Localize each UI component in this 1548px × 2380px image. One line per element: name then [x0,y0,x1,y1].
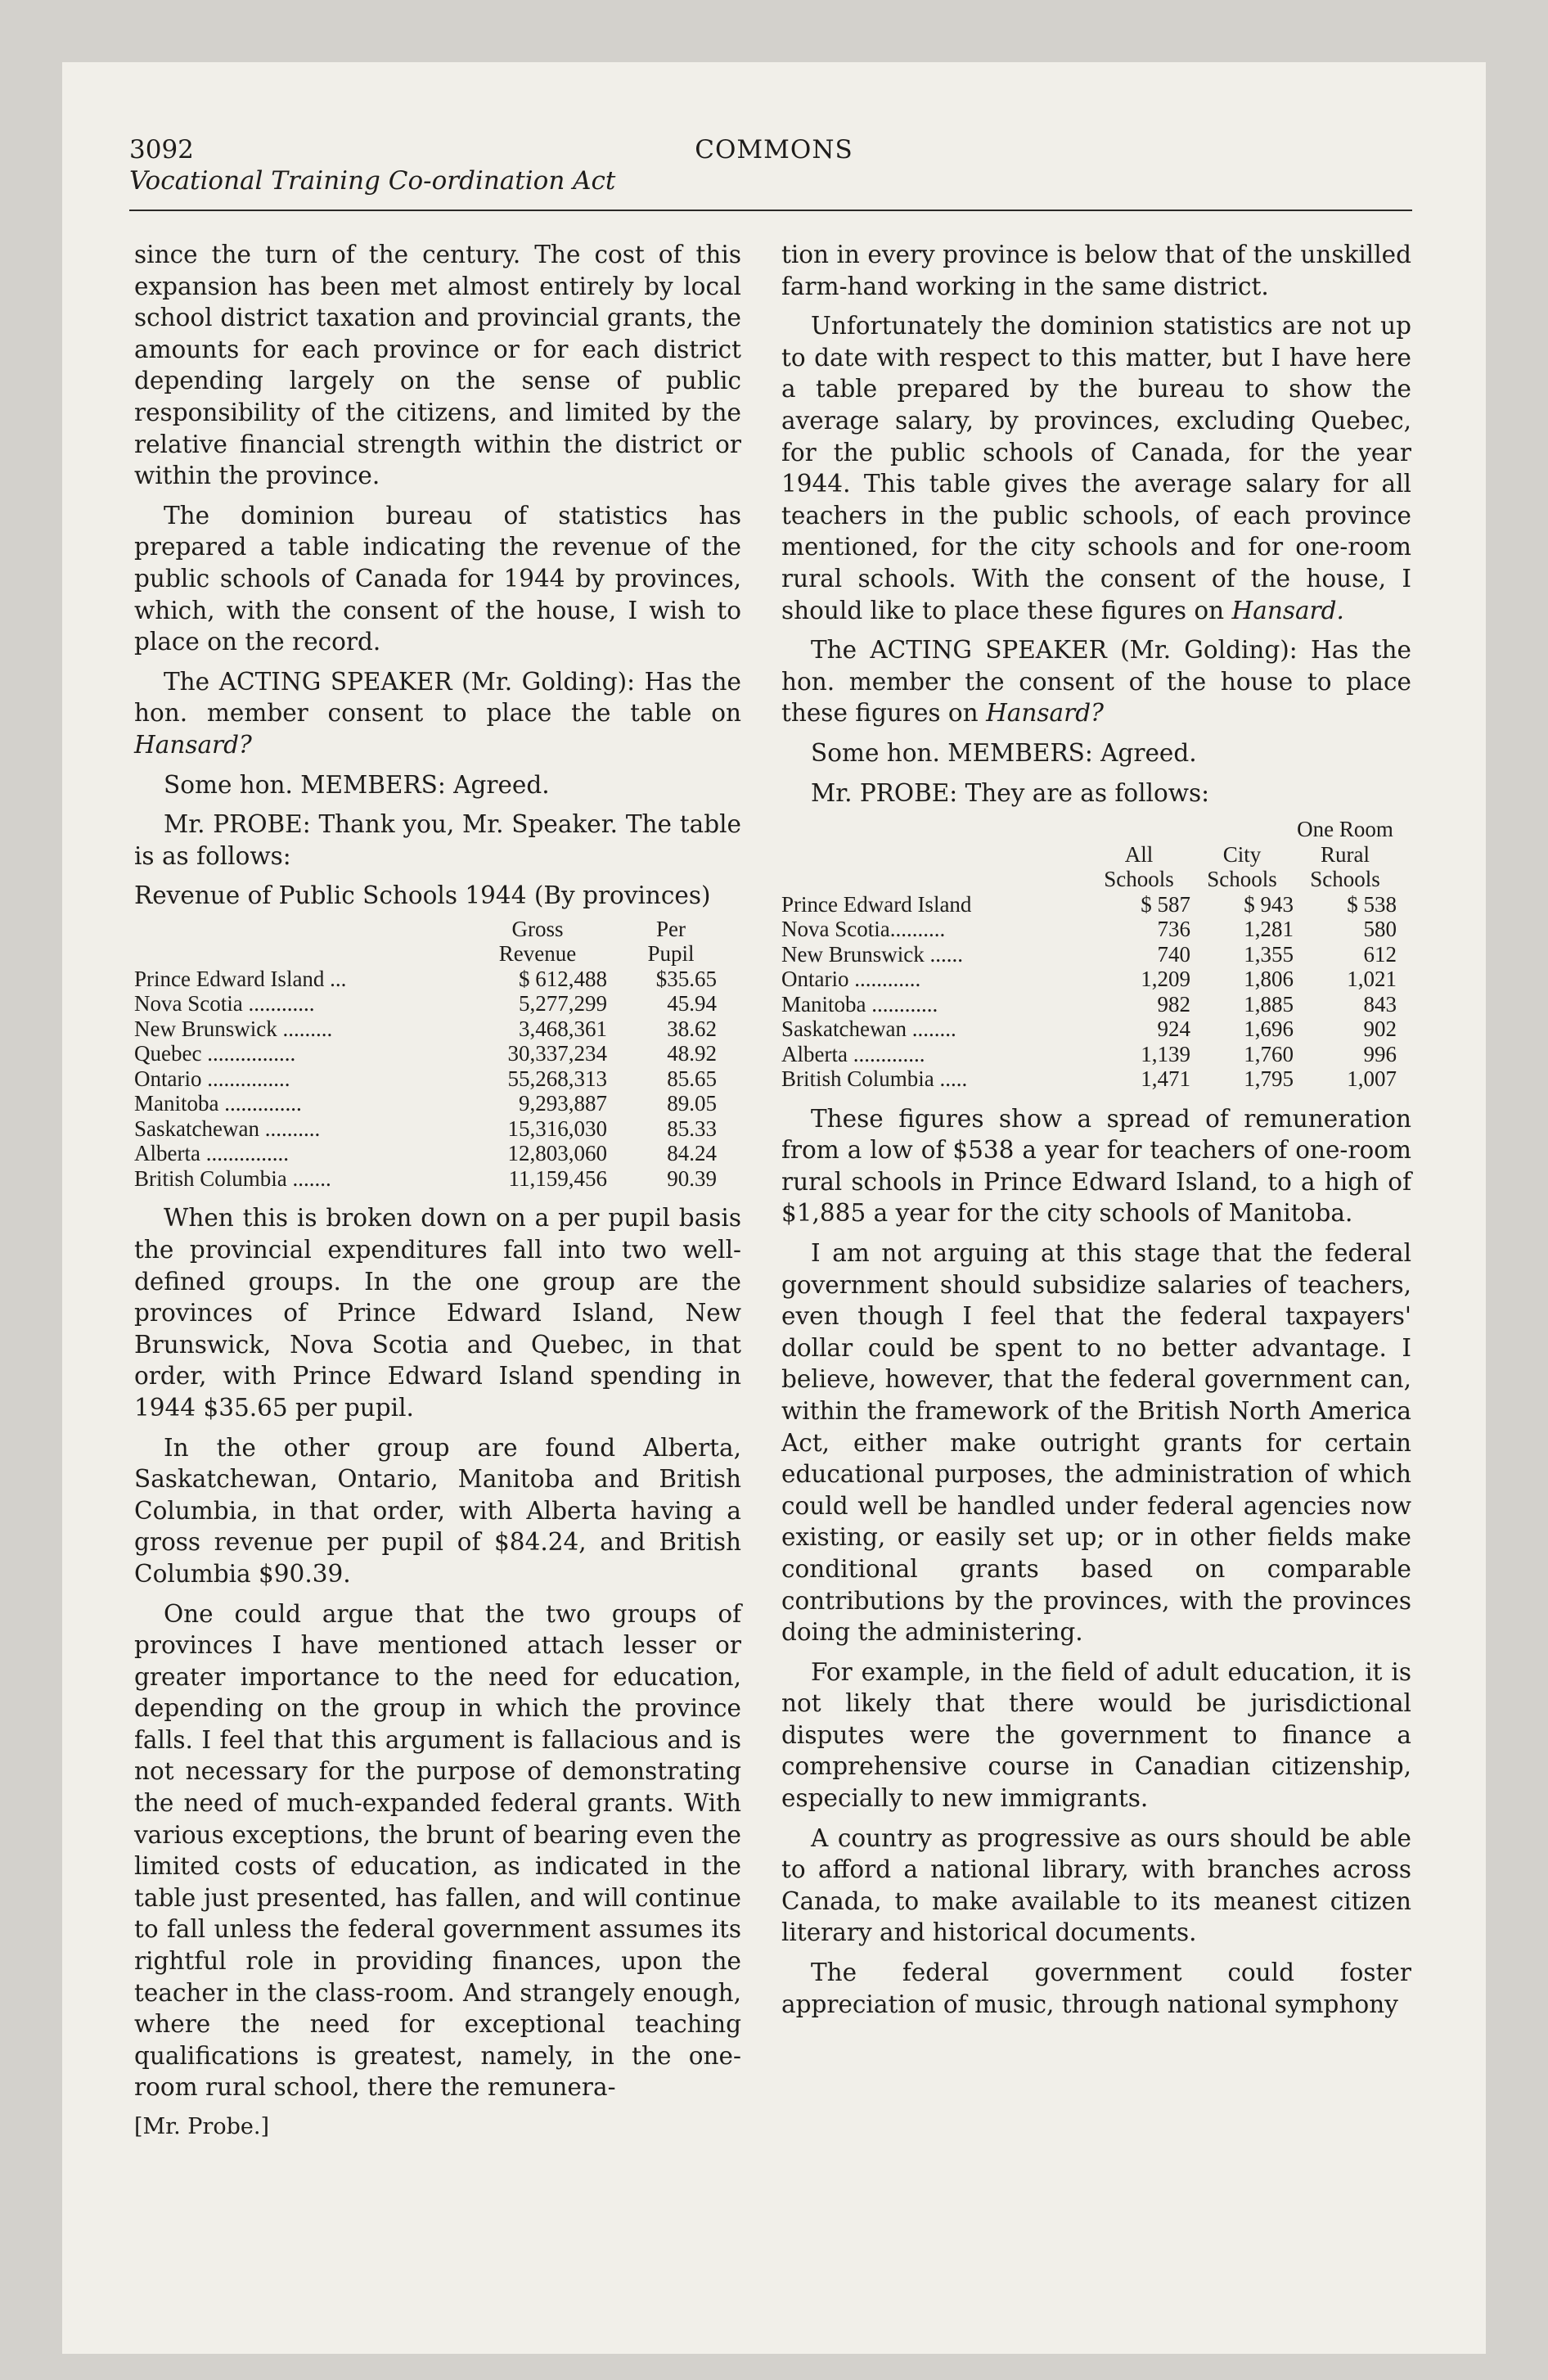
province-cell: Nova Scotia.......... [781,917,946,942]
speaker-signature: [Mr. Probe.] [134,2114,269,2139]
city-schools-cell: $ 943 [1244,891,1294,917]
province-cell: New Brunswick ......... [134,1016,333,1041]
rural-schools-cell: 902 [1363,1016,1397,1042]
paragraph: Some hon. MEMBERS: Agreed. [164,770,550,799]
all-schools-cell: 1,471 [1141,1066,1190,1092]
gross-revenue-cell: 15,316,030 [507,1116,607,1141]
paragraph-text: Thank you, Mr. Speaker. The table is as follows: [134,810,741,870]
all-schools-cell: 1,209 [1141,967,1190,992]
running-head-title: COMMONS [695,135,853,165]
paragraph-text: Has the hon. member the consent of the house to place these figures on [781,636,1411,728]
per-pupil-cell: 48.92 [667,1041,717,1066]
table-row [134,1091,717,1116]
speaker-name: The ACTING SPEAKER (Mr. Golding): [811,636,1298,665]
rural-schools-cell: 1,021 [1347,967,1397,992]
all-schools-cell: $ 587 [1141,891,1190,917]
province-cell: Quebec ................ [134,1041,296,1066]
left-column [134,239,741,2143]
rural-schools-cell: 843 [1363,991,1397,1016]
city-schools-cell: 1,795 [1244,1066,1294,1092]
table-header-per-pupil: Per Pupil [647,916,695,967]
paragraph [134,666,741,761]
table-row [781,892,1397,917]
table-row [781,942,1397,967]
per-pupil-cell: $35.65 [655,966,717,991]
running-head-subtitle: Vocational Training Co-ordination Act [129,166,616,196]
table-row [134,1116,717,1142]
paragraph: For example, in the field of adult education, it is not likely that there would be jurisdictional disputes were the government to finance a comprehensive course in Canadian citizenship, especially to new immigrants. [781,1657,1411,1813]
hansard-italic: Hansard? [986,699,1104,728]
table-header-one-room: One Room [1297,817,1393,842]
table-caption: Revenue of Public Schools 1944 (By provinces) [134,881,711,910]
rural-schools-cell: 580 [1363,917,1397,942]
gross-revenue-cell: 55,268,313 [507,1066,607,1091]
paragraph: When this is broken down on a per pupil basis the provincial expenditures fall into two well-defined groups. In the one group are the provinces of Prince Edward Island, New Brunswick, Nova Scotia and Quebec, in that order, with Prince Edward Island spending in 1944 $35.65 per pupil. [134,1204,741,1422]
province-cell: Ontario ............ [781,967,921,992]
city-schools-cell: 1,806 [1244,967,1294,992]
per-pupil-cell: 85.65 [667,1066,717,1091]
gross-revenue-cell: 3,468,361 [519,1016,607,1041]
header-rule [129,210,1412,211]
province-cell: Saskatchewan ........ [781,1016,956,1042]
table-row [134,1166,717,1192]
table-row [134,991,717,1016]
all-schools-cell: 924 [1157,1016,1190,1042]
hansard-italic: Hansard? [134,730,252,759]
gross-revenue-cell: 30,337,234 [507,1041,607,1066]
province-cell: Saskatchewan .......... [134,1116,321,1141]
city-schools-cell: 1,760 [1244,1041,1294,1066]
gross-revenue-cell: 12,803,060 [507,1141,607,1166]
province-cell: Prince Edward Island [781,891,972,917]
per-pupil-cell: 45.94 [667,991,717,1016]
paragraph [781,634,1411,729]
gross-revenue-cell: 5,277,299 [519,991,607,1016]
paragraph: The dominion bureau of statistics has prepared a table indicating the revenue of the public schools of Canada for 1944 by provinces, which, with the consent of the house, I wish to place on the record. [134,501,741,656]
paragraph: The federal government could foster appreciation of music, through national symphony [781,1959,1411,2018]
paragraph-text: Unfortunately the dominion statistics are not up to date with respect to this matter, but I have here a table prepared by the bureau to show the average salary, by provinces, excluding Quebec, for the public schools of Canada, for the year 1944. This table gives the average salary for all teachers in the public schools, of each province mentioned, for the city schools and for one-room rural schools. With the consent of the house, I should like to place these figures on [781,312,1411,624]
salary-table [781,817,1397,1092]
table-header-blank [134,917,450,967]
revenue-table [134,917,717,1192]
all-schools-cell: 1,139 [1141,1041,1190,1066]
table-header-all: All Schools [1104,841,1174,892]
paragraph: In the other group are found Alberta, Saskatchewan, Ontario, Manitoba and British Columbia, in that order, with Alberta having a gross revenue per pupil of $84.24, and British Columbia $90.39. [134,1433,741,1588]
province-cell: Ontario ............... [134,1066,290,1091]
province-cell: Prince Edward Island ... [134,966,347,991]
province-cell: New Brunswick ...... [781,941,963,967]
table-row [134,1141,717,1166]
paragraph: One could argue that the two groups of provinces I have mentioned attach lesser or greater importance to the need for education, depending on the group in which the province falls. I feel that this argument is fallacious and is not necessary for the purpose of demonstrating the need of much-expanded federal grants. With various exceptions, the brunt of bearing even the limited costs of education, as indicated in the table just presented, has fallen, and will continue to fall unless the federal government assumes its rightful role in providing finances, upon the teacher in the class-room. And strangely enough, where the need for exceptional teaching qualifications is greatest, namely, in the one-room rural school, there the remunera- [134,1599,741,2102]
paragraph [134,809,741,872]
all-schools-cell: 736 [1157,917,1190,942]
per-pupil-cell: 89.05 [667,1091,717,1116]
table-row [134,1016,717,1042]
table-row [781,1042,1397,1067]
province-cell: British Columbia ....... [134,1165,331,1191]
table-header-rural: Rural Schools [1310,841,1380,892]
paragraph [781,310,1411,626]
paragraph: Some hon. MEMBERS: Agreed. [811,738,1197,767]
province-cell: Alberta ............. [781,1041,925,1066]
hansard-italic: Hansard. [1231,596,1344,624]
right-column [781,239,1411,2028]
all-schools-cell: 982 [1157,991,1190,1016]
table-header-city: City Schools [1207,841,1277,892]
city-schools-cell: 1,885 [1244,991,1294,1016]
province-cell: Manitoba .............. [134,1091,302,1116]
gross-revenue-cell: $ 612,488 [519,966,607,991]
rural-schools-cell: 612 [1363,941,1397,967]
per-pupil-cell: 38.62 [667,1016,717,1041]
paragraph: These figures show a spread of remuneration from a low of $538 a year for teachers of one-room rural schools in Prince Edward Island, to a high of $1,885 a year for the city schools of Manitoba. [781,1104,1411,1228]
table-row [781,1016,1397,1042]
page-number: 3092 [129,135,194,165]
table-header-gross: Gross Revenue [498,916,577,967]
table-header-row [781,817,1397,842]
rural-schools-cell: 996 [1363,1041,1397,1066]
rural-schools-cell: 1,007 [1347,1066,1397,1092]
table-row [781,917,1397,942]
table-row [134,1066,717,1092]
province-cell: British Columbia ..... [781,1066,968,1092]
paragraph: A country as progressive as ours should be able to afford a national library, with branches across Canada, to make available to its meanest citizen literary and historical documents. [781,1823,1411,1947]
province-cell: Manitoba ............ [781,991,938,1016]
table-row [134,1041,717,1066]
all-schools-cell: 740 [1157,941,1190,967]
paragraph-text: Has the hon. member consent to place the table on [134,667,741,728]
paragraph: tion in every province is below that of the unskilled farm-hand working in the same district. [781,241,1411,300]
province-cell: Nova Scotia ............ [134,991,315,1016]
paragraph: Mr. PROBE: They are as follows: [811,778,1210,807]
table-header-row [134,917,717,967]
per-pupil-cell: 90.39 [667,1165,717,1191]
table-header-row [781,842,1397,892]
table-row [781,992,1397,1017]
rural-schools-cell: $ 538 [1347,891,1397,917]
table-row [134,967,717,992]
table-row [781,967,1397,992]
gross-revenue-cell: 11,159,456 [508,1165,607,1191]
per-pupil-cell: 85.33 [667,1116,717,1141]
city-schools-cell: 1,281 [1244,917,1294,942]
paragraph: since the turn of the century. The cost of this expansion has been met almost entirely by local school district taxation and provincial grants, the amounts for each province or for each district depending largely on the sense of public responsibility of the citizens, and limited by the relative financial strength within the district or within the province. [134,241,741,490]
speaker-name: The ACTING SPEAKER (Mr. Golding): [164,667,636,696]
gross-revenue-cell: 9,293,887 [519,1091,607,1116]
table-row [781,1066,1397,1092]
paragraph: I am not arguing at this stage that the federal government should subsidize salaries of teachers, even though I feel that the federal taxpayers' dollar could be spent to no better advantage. I believe, however, that the federal government can, within the framework of the British North America Act, either make outright grants for certain educational purposes, the administration of which could well be handled under federal agencies now existing, or easily set up; or in other fields make conditional grants based on comparable contributions by the provinces, with the provinces doing the administering. [781,1238,1411,1647]
speaker-name: Mr. PROBE: [164,810,311,839]
city-schools-cell: 1,355 [1244,941,1294,967]
province-cell: Alberta ............... [134,1141,289,1166]
per-pupil-cell: 84.24 [667,1141,717,1166]
city-schools-cell: 1,696 [1244,1016,1294,1042]
